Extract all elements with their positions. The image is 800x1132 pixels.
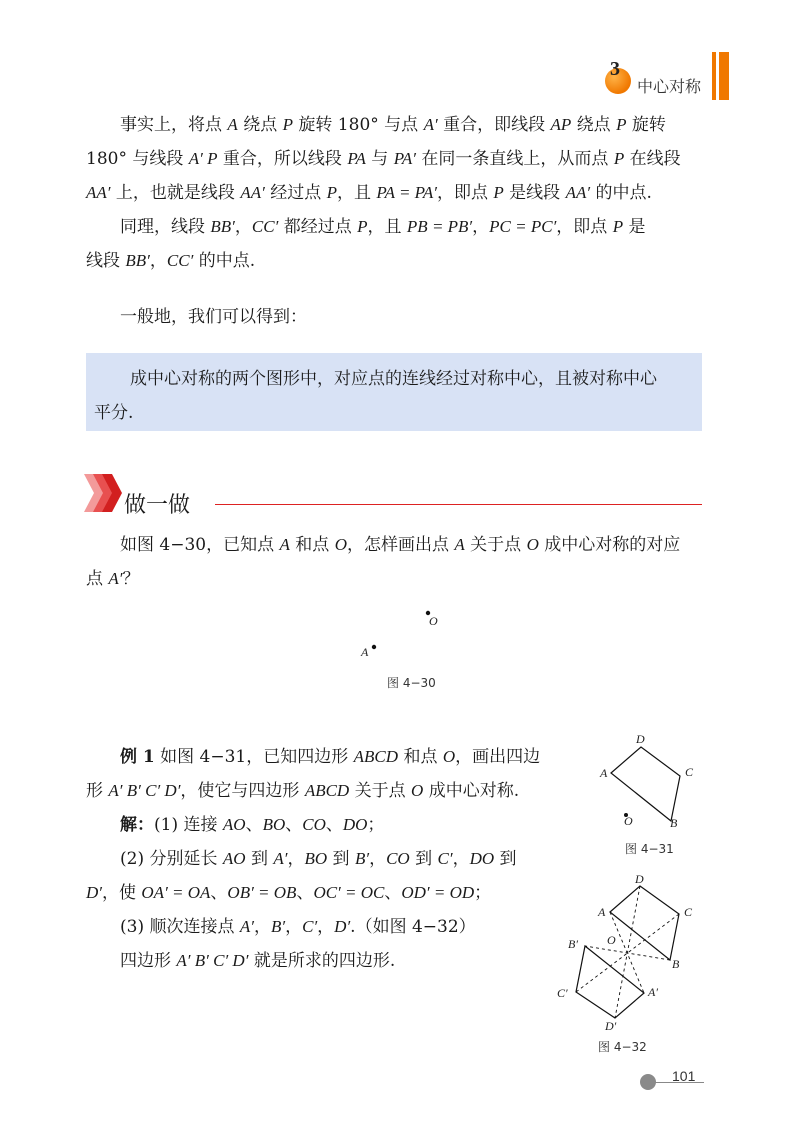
page-number: 101 <box>672 1068 696 1084</box>
label-B: B <box>670 816 678 830</box>
fig432-caption: 图 4−32 <box>598 1040 647 1054</box>
label-D: D <box>635 872 644 886</box>
label-D: D <box>636 732 645 746</box>
solution-line2: (2) 分别延长 AO 到 A′，BO 到 B′，CO 到 C′，DO 到 <box>120 849 517 869</box>
header-bar-thick <box>719 52 729 100</box>
callout-line1: 成中心对称的两个图形中，对应点的连线经过对称中心，且被对称中心 <box>130 369 657 389</box>
label-D-prime: D′ <box>605 1019 617 1032</box>
example-line1: 例 1 如图 4−31，已知四边形 ABCD 和点 O，画出四边 <box>120 747 541 767</box>
solution-line3: D′，使 OA′ = OA、OB′ = OB、OC′ = OC、OD′ = OD； <box>86 883 492 903</box>
point-A <box>372 645 376 649</box>
label-C: C <box>685 765 694 779</box>
figure-4-31 <box>588 730 708 835</box>
example-line2: 形 A′ B′ C′ D′，使它与四边形 ABCD 关于点 O 成中心对称. <box>86 781 520 801</box>
para3: 一般地，我们可以得到： <box>120 307 307 327</box>
figure-4-32 <box>548 872 708 1032</box>
label-O: O <box>429 614 438 628</box>
quadrilateral-ABCD <box>611 747 680 821</box>
chapter-number: 3 <box>610 58 620 80</box>
chevron-arrows-icon <box>84 470 124 516</box>
label-O: O <box>607 933 616 947</box>
label-A: A <box>600 766 608 780</box>
label-B: B <box>672 957 680 971</box>
figure-4-30 <box>350 600 450 670</box>
label-A-prime: A′ <box>648 985 658 999</box>
label-C: C <box>684 905 693 919</box>
label-B-prime: B′ <box>568 937 578 951</box>
activity-title: 做一做 <box>124 492 191 517</box>
section-title: 中心对称 <box>637 79 702 96</box>
para1-line3: AA′ 上，也就是线段 AA′ 经过点 P，且 PA = PA′，即点 P 是线段 AA′ 的中点. <box>86 183 652 203</box>
header-bar-thin <box>712 52 716 100</box>
quadrilateral-ABCD <box>610 886 679 960</box>
para2-line1: 同理，线段 BB′，CC′ 都经过点 P，且 PB = PB′，PC = PC′，即点 P 是 <box>120 217 646 237</box>
quadrilateral-A1B1C1D1 <box>576 946 644 1018</box>
para2-line2: 线段 BB′，CC′ 的中点. <box>86 251 256 271</box>
solution-line5: 四边形 A′ B′ C′ D′ 就是所求的四边形. <box>120 951 396 971</box>
callout-line2: 平分. <box>94 403 134 423</box>
solution-line4: (3) 顺次连接点 A′，B′，C′，D′.（如图 4−32） <box>120 917 476 937</box>
activity-rule <box>215 504 702 505</box>
label-O: O <box>624 814 633 828</box>
activity-line2: 点 A′？ <box>86 569 140 589</box>
label-C-prime: C′ <box>557 986 568 1000</box>
fig431-caption: 图 4−31 <box>625 842 674 856</box>
solution-line1: 解：(1) 连接 AO、BO、CO、DO； <box>120 815 385 835</box>
activity-line1: 如图 4−30，已知点 A 和点 O，怎样画出点 A 关于点 O 成中心对称的对应 <box>120 535 681 555</box>
label-A: A <box>361 645 369 659</box>
fig430-caption: 图 4−30 <box>387 676 436 690</box>
para1-line2: 180° 与线段 A′ P 重合，所以线段 PA 与 PA′ 在同一条直线上，从而点 P 在线段 <box>86 149 681 169</box>
para1-line1: 事实上，将点 A 绕点 P 旋转 180° 与点 A′ 重合，即线段 AP 绕点 P 旋转 <box>120 115 666 135</box>
label-A: A <box>598 905 606 919</box>
page-dot-icon <box>640 1074 656 1090</box>
